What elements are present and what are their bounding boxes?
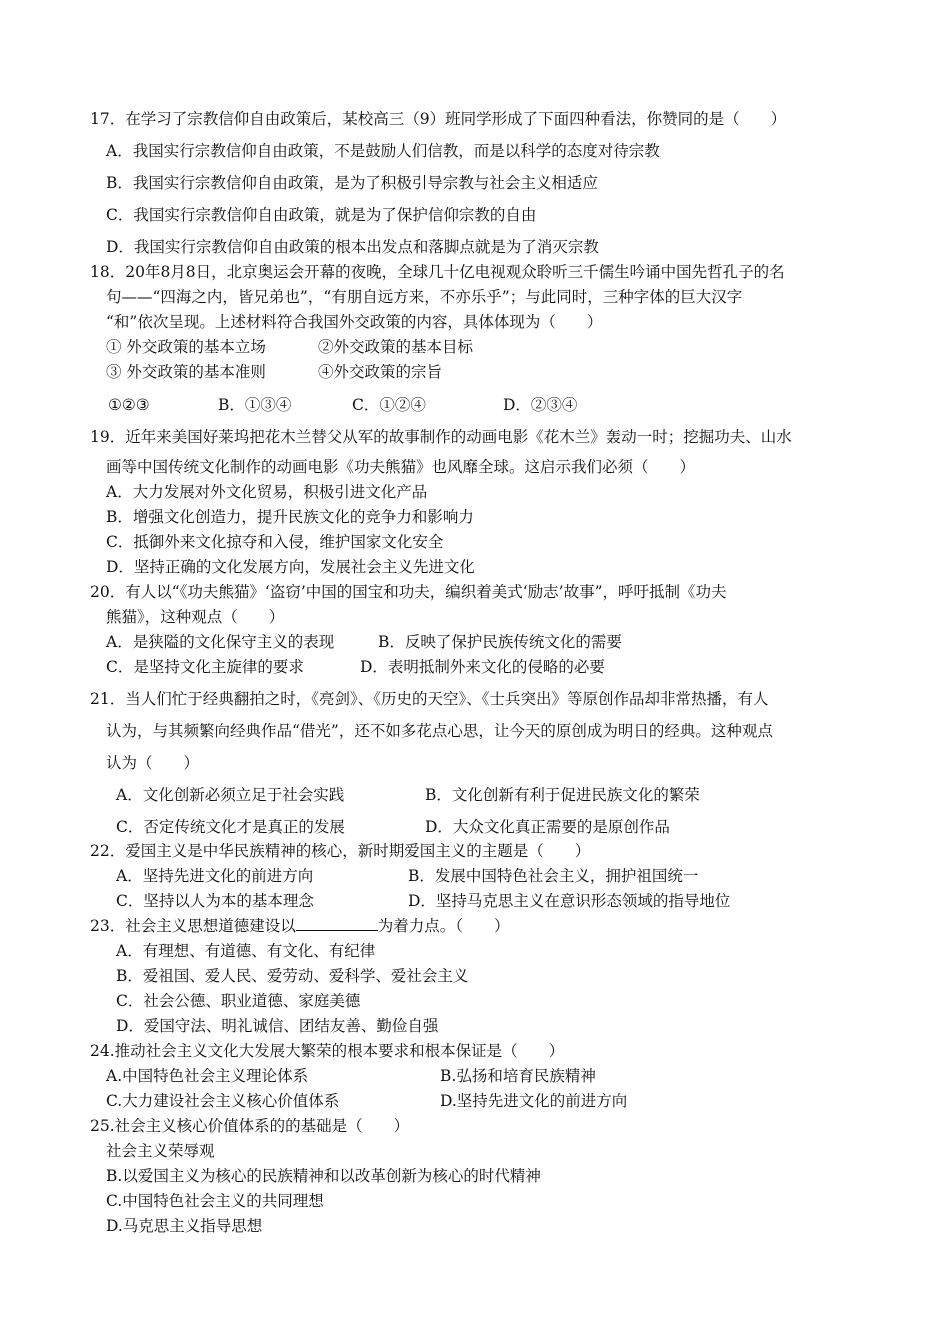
q21-option-a: A．文化创新必须立足于社会实践 [116,786,345,804]
q22-option-c: C．坚持以人为本的基本理念 [116,892,314,910]
q24-stem: 24.推动社会主义文化大发展大繁荣的根本要求和根本保证是（ ） [90,1042,565,1060]
q18-item-1: ① 外交政策的基本立场 [106,338,266,356]
q24-option-b: B.弘扬和培育民族精神 [440,1067,596,1085]
q19-option-c: C．抵御外来文化掠夺和入侵，维护国家文化安全 [106,533,444,551]
q25-option-d: D.马克思主义指导思想 [106,1217,263,1235]
q21-stem-line2: 认为，与其频繁向经典作品“借光”，还不如多花点心思，让今天的原创成为明日的经典。这种观点 [106,722,773,740]
q20-stem-line1: 20．有人以“《功夫熊猫》‘盗窃’中国的国宝和功夫，编织着美式‘励志’故事”，呼吁抵制《功夫 [90,583,727,601]
q20-option-b: B．反映了保护民族传统文化的需要 [378,633,622,651]
q23-stem-prefix: 23．社会主义思想道德建设以 [90,917,296,935]
q22-option-b: B．发展中国特色社会主义，拥护祖国统一 [408,867,699,885]
q18-item-3: ③ 外交政策的基本准则 [106,363,266,381]
q25-option-c: C.中国特色社会主义的共同理想 [106,1192,324,1210]
q18-option-b: B．①③④ [218,396,292,414]
q17-option-a: A．我国实行宗教信仰自由政策，不是鼓励人们信教，而是以科学的态度对待宗教 [106,142,660,160]
q19-option-b: B．增强文化创造力，提升民族文化的竞争力和影响力 [106,508,474,526]
q17-option-d: D．我国实行宗教信仰自由政策的根本出发点和落脚点就是为了消灭宗教 [106,238,599,256]
q25-option-a: 社会主义荣辱观 [106,1142,215,1160]
q17-option-b: B．我国实行宗教信仰自由政策，是为了积极引导宗教与社会主义相适应 [106,174,598,192]
q20-stem-line2: 熊猫》，这种观点（ ） [106,608,285,626]
q23-option-a: A．有理想、有道德、有文化、有纪律 [116,942,376,960]
q25-stem: 25.社会主义核心价值体系的的基础是（ ） [90,1117,410,1135]
q19-option-d: D．坚持正确的文化发展方向，发展社会主义先进文化 [106,558,475,576]
q21-stem-line1: 21．当人们忙于经典翻拍之时，《亮剑》、《历史的天空》、《士兵突出》等原创作品却非常热播，有人 [90,690,769,708]
q20-option-c: C．是坚持文化主旋律的要求 [106,658,304,676]
q23-option-d: D．爱国守法、明礼诚信、团结友善、勤俭自强 [116,1017,439,1035]
q18-option-a: ①②③ [108,396,150,414]
q18-stem-line2: 句——“四海之内，皆兄弟也”，“有朋自远方来，不亦乐乎”；与此同时，三种字体的巨大汉字 [106,288,743,306]
q19-stem-line1: 19．近年来美国好莱坞把花木兰替父从军的故事制作的动画电影《花木兰》轰动一时；挖掘功夫、山水 [90,428,792,446]
q22-option-a: A．坚持先进文化的前进方向 [116,867,314,885]
q23-option-c: C．社会公德、职业道德、家庭美德 [116,992,361,1010]
q21-stem-line3: 认为（ ） [106,754,200,772]
q24-option-d: D.坚持先进文化的前进方向 [440,1092,628,1110]
q19-option-a: A．大力发展对外文化贸易，积极引进文化产品 [106,483,428,501]
q20-option-d: D．表明抵制外来文化的侵略的必要 [360,658,605,676]
q19-stem-line2: 画等中国传统文化制作的动画电影《功夫熊猫》也风靡全球。这启示我们必须（ ） [106,458,696,476]
q20-option-a: A．是狭隘的文化保守主义的表现 [106,633,335,651]
q25-option-b: B.以爱国主义为核心的民族精神和以改革创新为核心的时代精神 [106,1167,541,1185]
q18-stem-line1: 18．20年8月8日，北京奥运会开幕的夜晚，全球几十亿电视观众聆听三千儒生吟诵中国先哲孔子的名 [90,263,785,281]
q24-option-a: A.中国特色社会主义理论体系 [106,1067,309,1085]
q23-option-b: B．爱祖国、爱人民、爱劳动、爱科学、爱社会主义 [116,967,469,985]
q22-stem: 22．爱国主义是中华民族精神的核心，新时期爱国主义的主题是（ ） [90,842,591,860]
q23-answer-blank [296,916,378,931]
q22-option-d: D．坚持马克思主义在意识形态领域的指导地位 [408,892,731,910]
q21-option-b: B．文化创新有利于促进民族文化的繁荣 [425,786,700,804]
q17-option-c: C．我国实行宗教信仰自由政策，就是为了保护信仰宗教的自由 [106,206,537,224]
q18-item-2: ②外交政策的基本目标 [318,338,474,356]
q23-stem [90,916,510,936]
q21-option-d: D．大众文化真正需要的是原创作品 [425,818,670,836]
q18-option-d: D．②③④ [503,396,578,414]
q21-option-c: C．否定传统文化才是真正的发展 [116,818,345,836]
q17-stem: 17．在学习了宗教信仰自由政策后，某校高三（9）班同学形成了下面四种看法，你赞同的是（ ） [90,110,787,128]
q24-option-c: C.大力建设社会主义核心价值体系 [106,1092,340,1110]
q18-item-4: ④外交政策的宗旨 [318,363,443,381]
q18-stem-line3: “和”依次呈现。上述材料符合我国外交政策的内容，具体体现为（ ） [106,313,603,331]
q23-stem-suffix: 为着力点。（ ） [377,917,510,935]
q18-option-c: C．①②④ [352,396,426,414]
